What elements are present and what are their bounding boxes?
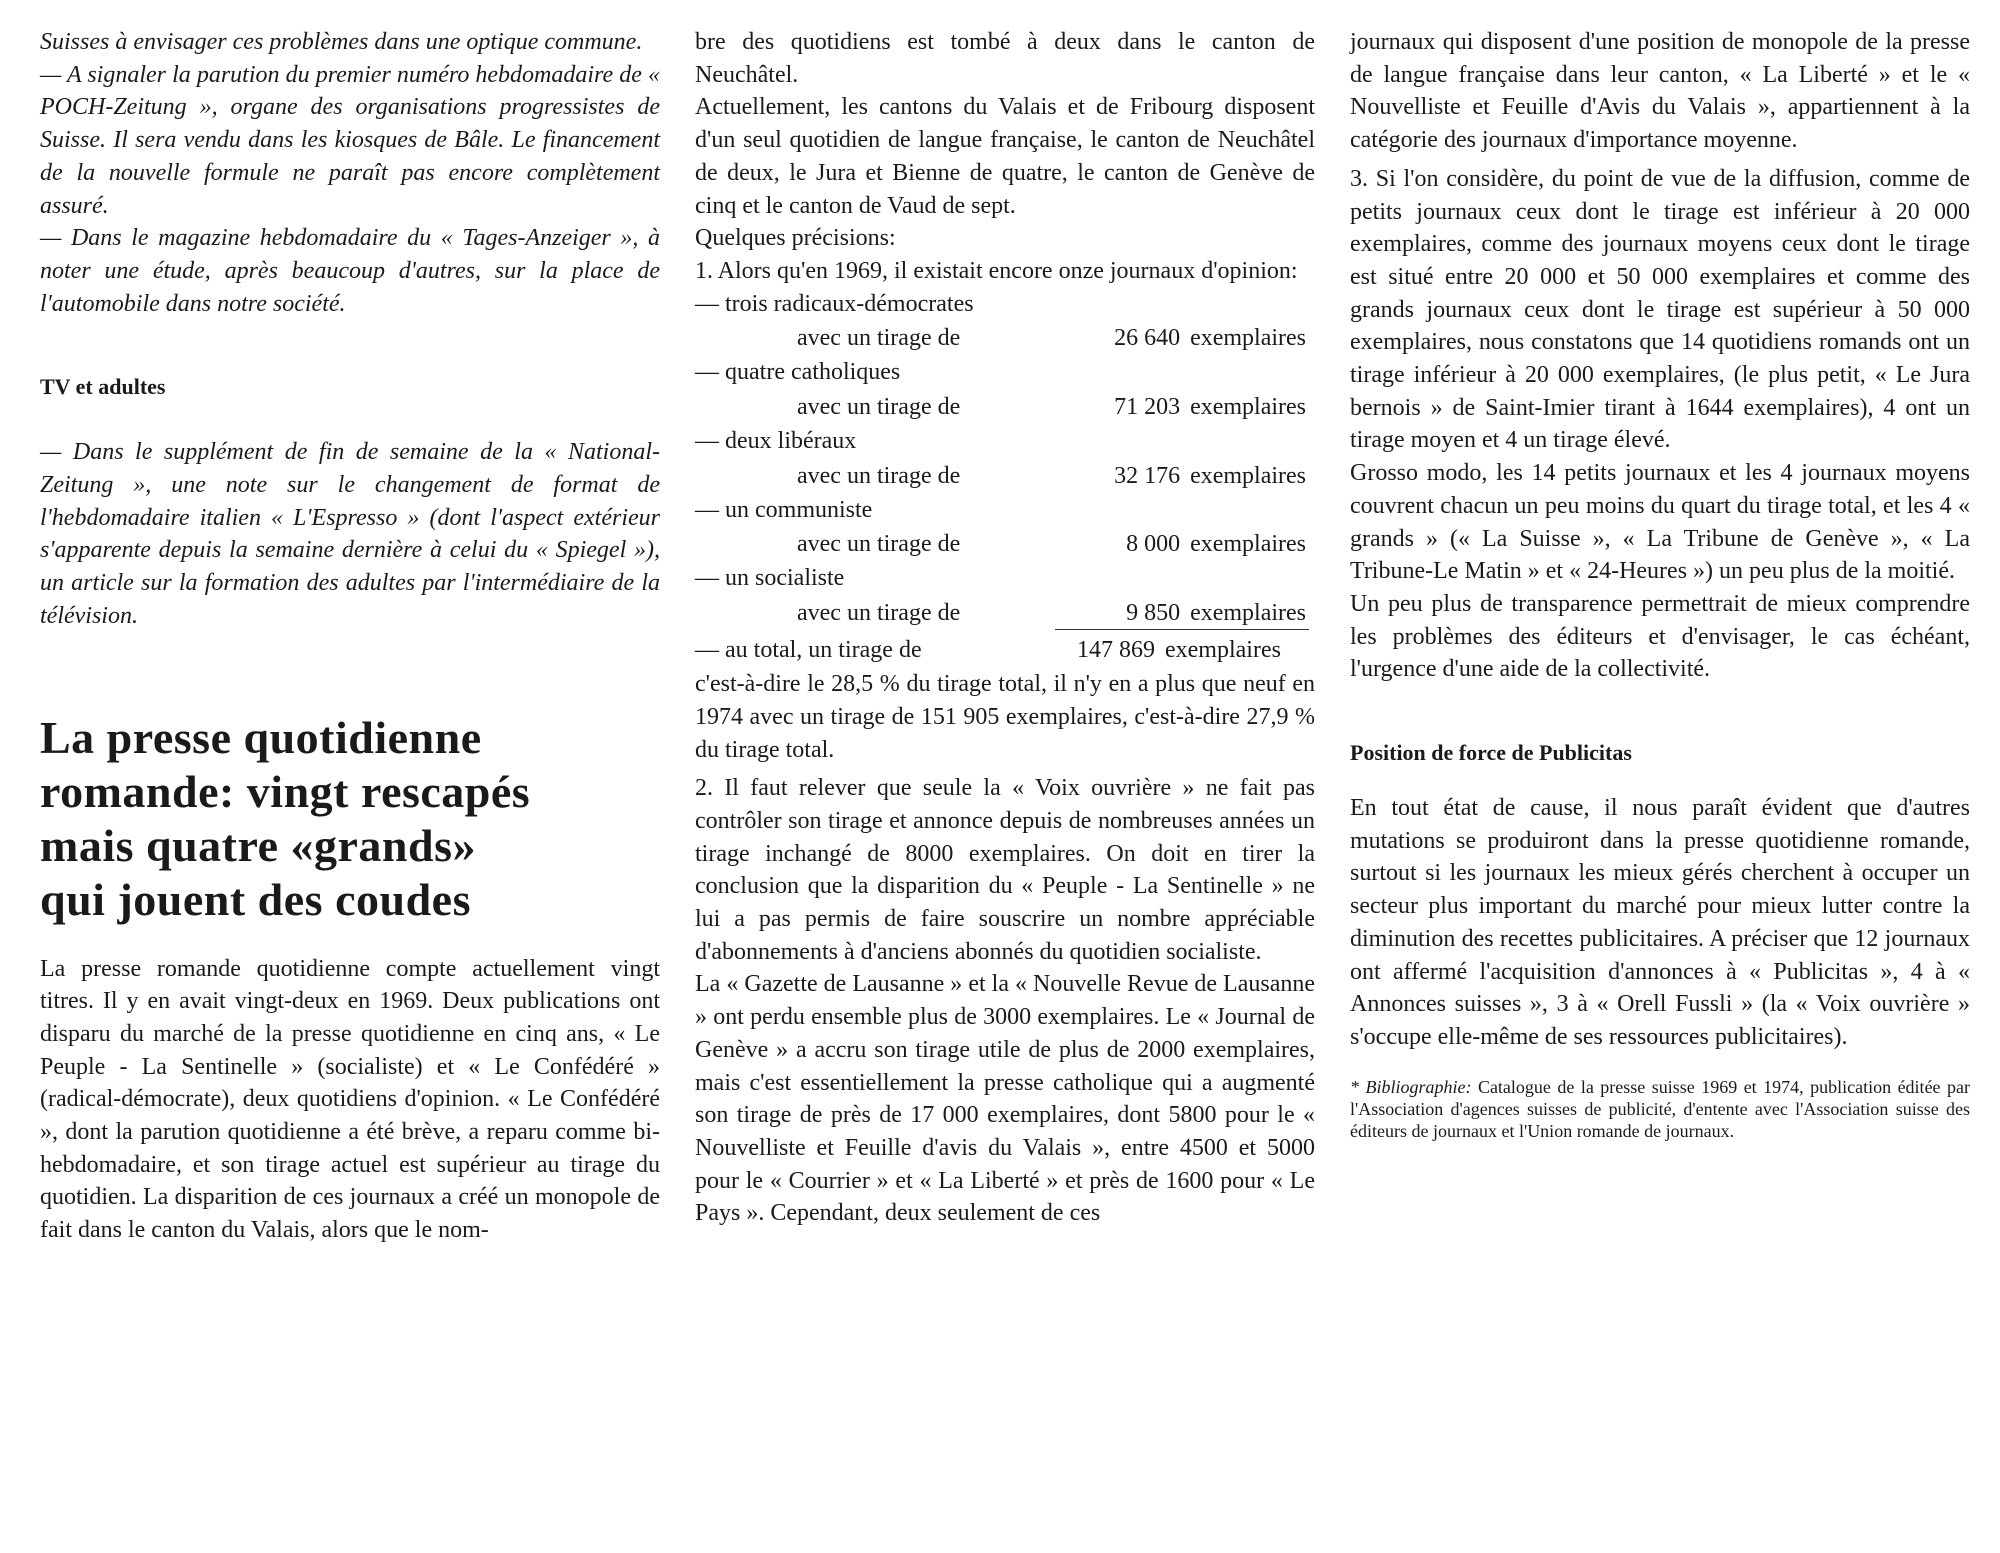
table-row <box>695 458 1315 494</box>
paragraph: — Dans le supplément de fin de semaine de la « National-Zeitung », une note sur le changement de format de l'hebdomadaire italien « L'Espresso » (dont l'aspect extérieur s'apparente depuis la semaine dernière à celui du « Spiegel »), un article sur la formation des adultes par l'intermédiaire de la télévision. <box>40 439 660 629</box>
table-group-label: — un socialiste <box>695 565 845 592</box>
row-number: 26 640 <box>1114 325 1181 352</box>
paragraph: — Dans le magazine hebdomadaire du « Tages-Anzeiger », à noter une étude, après beaucoup d'autres, sur la place de l'automobile dans notre société. <box>40 225 660 317</box>
paragraph: Quelques précisions: <box>695 225 896 252</box>
row-unit: exemplaires <box>1190 394 1307 421</box>
paragraph: Suisses à envisager ces problèmes dans une optique commune. <box>40 29 643 55</box>
row-unit: exemplaires <box>1190 325 1307 352</box>
paragraph: c'est-à-dire le 28,5 % du tirage total, il n'y en a plus que neuf en 1974 avec un tirage de 151 905 exemplaires, c'est-à-dire 27,9 % du tirage total. <box>695 671 1315 763</box>
row-label: avec un tirage de <box>797 394 961 421</box>
bibliography-label: * Bibliographie: <box>1350 1076 1472 1097</box>
table-row <box>695 595 1315 631</box>
paragraph: 2. Il faut relever que seule la « Voix ouvrière » ne fait pas contrôler son tirage et annonce depuis de nombreuses années un tirage inchangé de 8000 exemplaires. On doit en tirer la conclusion que la disparition du « Peuple - La Sentinelle » ne lui a pas permis de faire souscrire un nombre appréciable d'abonnements à d'anciens abonnés du quotidien socialiste. <box>695 775 1315 965</box>
table-group-label: — deux libéraux <box>695 428 857 455</box>
table-group-label: — quatre catholiques <box>695 359 901 386</box>
paragraph: Un peu plus de transparence permettrait de mieux comprendre les problèmes des éditeurs et d'envisager, le cas échéant, l'urgence d'une aide de la collectivité. <box>1350 590 1970 683</box>
row-unit: exemplaires <box>1190 600 1307 627</box>
row-label: avec un tirage de <box>797 462 961 489</box>
paragraph: La « Gazette de Lausanne » et la « Nouvelle Revue de Lausanne » ont perdu ensemble plus de 3000 exemplaires. Le « Journal de Genève » a accru son tirage utile de plus de 2000 exemplaires, mais c'est essentiellement la presse catholique qui a augmenté son tirage de près de 17 000 exemplaires, dont 5800 pour le « Nouvelliste et Feuille d'avis du Valais », entre 4500 et 5000 pour le « Courrier » et « La Liberté » et près de 1600 pour « Le Pays ». Cependant, deux seulement de ces <box>695 971 1315 1227</box>
article-body: La presse romande quotidienne compte actuellement vingt titres. Il y en avait vingt-deux en 1969. Deux publications ont disparu du marché de la presse quotidienne en cinq ans, « Le Peuple - La Sentinelle » (socialiste) et « Le Confédéré » (radical-démocrate), deux quotidiens d'opinion. « Le Confédéré », dont la parution quotidienne a été brève, a reparu comme bi-hebdomadaire, et son tirage actuel est supérieur au tirage du quotidien. La disparition de ces journaux a créé un monopole de fait dans le canton du Valais, alors que le nom- <box>40 955 660 1244</box>
row-unit: exemplaires <box>1190 531 1307 558</box>
column-2 <box>695 26 1315 1230</box>
paragraph: Actuellement, les cantons du Valais et de Fribourg disposent d'un seul quotidien de langue française, le canton de Neuchâtel de deux, le Jura et Bienne de quatre, le canton de Genève de cinq et le canton de Vaud de sept. <box>695 94 1315 219</box>
headline <box>40 711 660 927</box>
paragraph: Grosso modo, les 14 petits journaux et les 4 journaux moyens couvrent chacun un peu moins du quart du tirage total, et les 4 « grands » (« La Suisse », « La Tribune de Genève », « La Tribune-Le Matin » et « 24-Heures ») un peu plus de la moitié. <box>1350 460 1970 585</box>
total-number: 147 869 <box>1077 637 1155 664</box>
table-row <box>695 320 1315 356</box>
subheading-publicitas: Position de force de Publicitas <box>1350 740 1632 766</box>
table-group-label: — un communiste <box>695 496 873 523</box>
row-number: 71 203 <box>1114 394 1181 421</box>
paragraph: bre des quotidiens est tombé à deux dans le canton de Neuchâtel. <box>695 29 1315 88</box>
row-number: 9 850 <box>1126 600 1181 627</box>
paragraph: 3. Si l'on considère, du point de vue de la diffusion, comme de petits journaux ceux dont le tirage est inférieur à 20 000 exemplaires, comme des journaux moyens ceux dont le tirage est situé entre 20 000 et 50 000 exemplaires et comme des grands journaux ceux dont le tirage est supérieur à 50 000 exemplaires, nous constatons que 14 quotidiens romands ont un tirage inférieur à 20 000 exemplaires, (le plus petit, « Le Jura bernois » de Saint-Imier tirant à 1644 exemplaires), 4 ont un tirage moyen et 4 un tirage élevé. <box>1350 165 1970 454</box>
paragraph: — A signaler la parution du premier numéro hebdomadaire de « POCH-Zeitung », organe des organisations progressistes de Suisse. Il sera vendu dans les kiosques de Bâle. Le financement de la nouvelle formule ne paraît pas encore complètement assuré. <box>40 61 660 219</box>
total-unit: exemplaires <box>1165 637 1281 664</box>
subheading-tv-adultes: TV et adultes <box>40 374 166 400</box>
row-label: avec un tirage de <box>797 325 961 352</box>
table-row <box>695 526 1315 562</box>
headline-line: romande: vingt rescapés <box>40 765 531 817</box>
headline-line: mais quatre «grands» <box>40 819 476 871</box>
headline-line: qui jouent des coudes <box>40 873 471 925</box>
paragraph: journaux qui disposent d'une position de monopole de la presse de langue française dans leur canton, « La Liberté » et le « Nouvelliste et Feuille d'Avis du Valais », appartiennent à la catégorie des journaux d'importance moyenne. <box>1350 29 1970 154</box>
row-label: avec un tirage de <box>797 600 961 627</box>
table-group-label: — trois radicaux-démocrates <box>695 290 974 317</box>
row-number: 32 176 <box>1114 462 1181 489</box>
bibliography-footnote <box>1350 1076 1970 1142</box>
circulation-table <box>695 288 1315 669</box>
row-unit: exemplaires <box>1190 462 1307 489</box>
row-number: 8 000 <box>1126 531 1181 558</box>
column-1 <box>40 26 660 1247</box>
bibliography-text: Catalogue de la presse suisse 1969 et 1974, publication éditée par l'Association d'agences suisses de publicité, d'entente avec l'Association suisse des éditeurs de journaux et l'Union romande de journaux. <box>1350 1076 1970 1141</box>
column-3 <box>1350 26 1970 1142</box>
table-total-row <box>695 632 1315 668</box>
paragraph: En tout état de cause, il nous paraît évident que d'autres mutations se produiront dans la presse quotidienne romande, surtout si les journaux les mieux gérés cherchent à occuper un secteur plus important du marché pour mieux lutter contre la diminution des recettes publicitaires. A préciser que 12 journaux ont affermé l'acquisition d'annonces à « Publicitas », 4 à « Annonces suisses », 3 à « Orell Fussli » (la « Voix ouvrière » s'occupe elle-même de ses ressources publicitaires). <box>1350 795 1970 1050</box>
total-label: — au total, un tirage de <box>695 637 922 664</box>
paragraph: 1. Alors qu'en 1969, il existait encore onze journaux d'opinion: <box>695 257 1298 284</box>
headline-line: La presse quotidienne <box>40 711 482 763</box>
table-row <box>695 389 1315 425</box>
row-label: avec un tirage de <box>797 531 961 558</box>
